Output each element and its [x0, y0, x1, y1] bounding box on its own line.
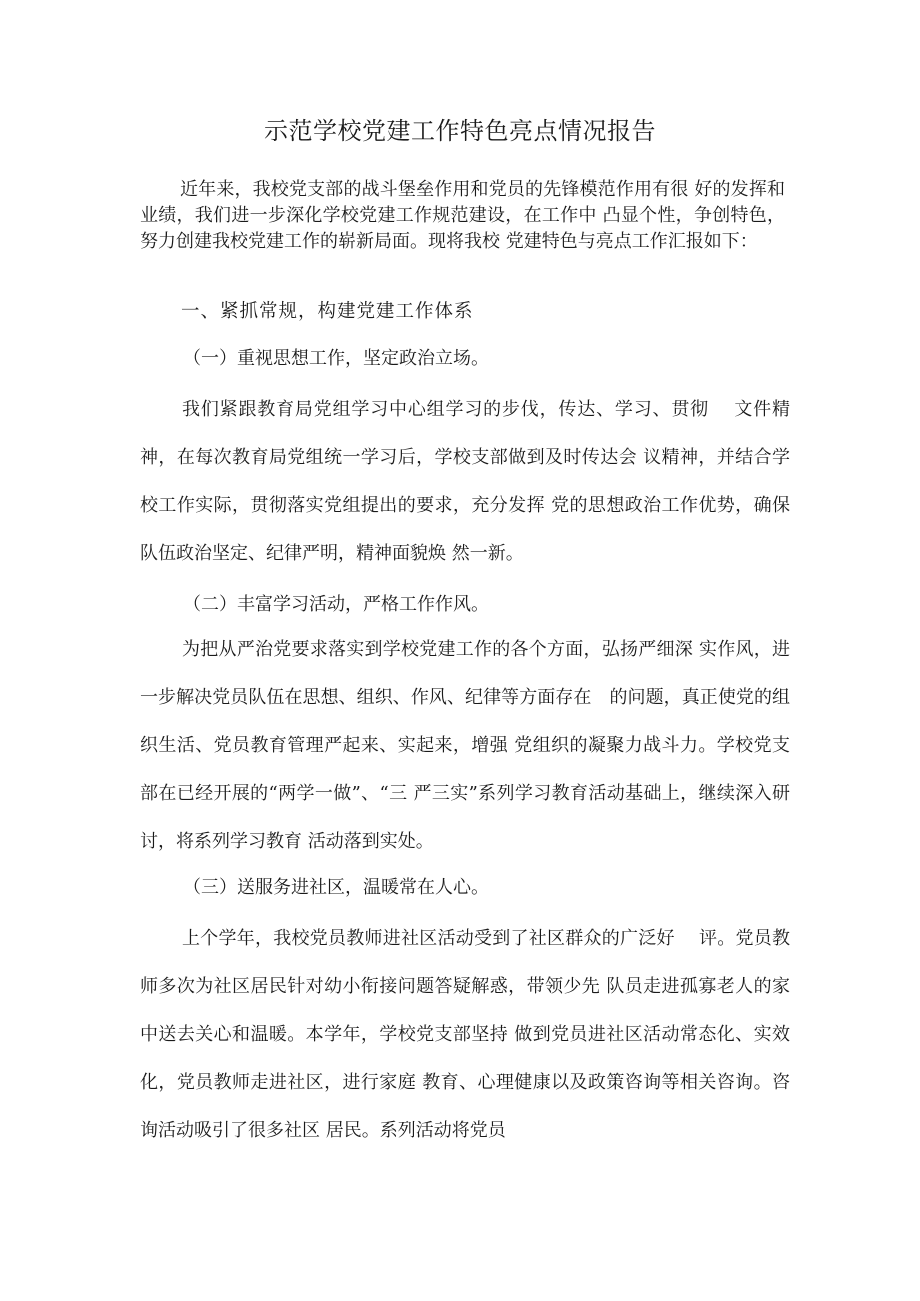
subsection-2-body: 为把从严治党要求落实到学校党建工作的各个方面，弘扬严细深 实作风，进一步解决党员队伍在思想、组织、作风、纪律等方面存在 的问题，真正使党的组织生活、党员教育管理严起来、实起来，增强 党组织的凝聚力战斗力。学校党支部在已经开展的“两学一做”、“三 严三实”系列学习教育活动基础上，继续深入研讨，将系列学习教育 活动落到实处。 [140, 639, 790, 852]
section-1-heading: 一、紧抓常规，构建党建工作体系 [181, 301, 474, 322]
intro-paragraph: 近年来，我校党支部的战斗堡垒作用和党员的先锋模范作用有很 好的发挥和业绩，我们进一步深化学校党建工作规范建设，在工作中 凸显个性，争创特色，努力创建我校党建工作的崭新局面。现将我校 党建特色与亮点工作汇报如下： [140, 179, 785, 252]
subsection-1-heading: （一）重视思想工作，坚定政治立场。 [183, 348, 489, 369]
subsection-3-body: 上个学年，我校党员教师进社区活动受到了社区群众的广泛好 评。党员教师多次为社区居民针对幼小衔接问题答疑解惑，带领少先 队员走进孤寡老人的家中送去关心和温暖。本学年，学校党支部坚持 做到党员进社区活动常态化、实效化，党员教师走进社区，进行家庭 教育、心理健康以及政策咨询等相关咨询。咨询活动吸引了很多社区 居民。系列活动将党员 [140, 928, 790, 1141]
subsection-3-heading: （三）送服务进社区，温暖常在人心。 [183, 877, 489, 898]
subsection-1-body: 我们紧跟教育局党组学习中心组学习的步伐，传达、学习、贯彻 文件精神，在每次教育局党组统一学习后，学校支部做到及时传达会 议精神，并结合学校工作实际，贯彻落实党组提出的要求，充分发挥 党的思想政治工作优势，确保队伍政治坚定、纪律严明，精神面貌焕 然一新。 [140, 399, 790, 564]
document-title: 示范学校党建工作特色亮点情况报告 [264, 117, 656, 145]
subsection-2-heading: （二）丰富学习活动，严格工作作风。 [183, 594, 489, 615]
